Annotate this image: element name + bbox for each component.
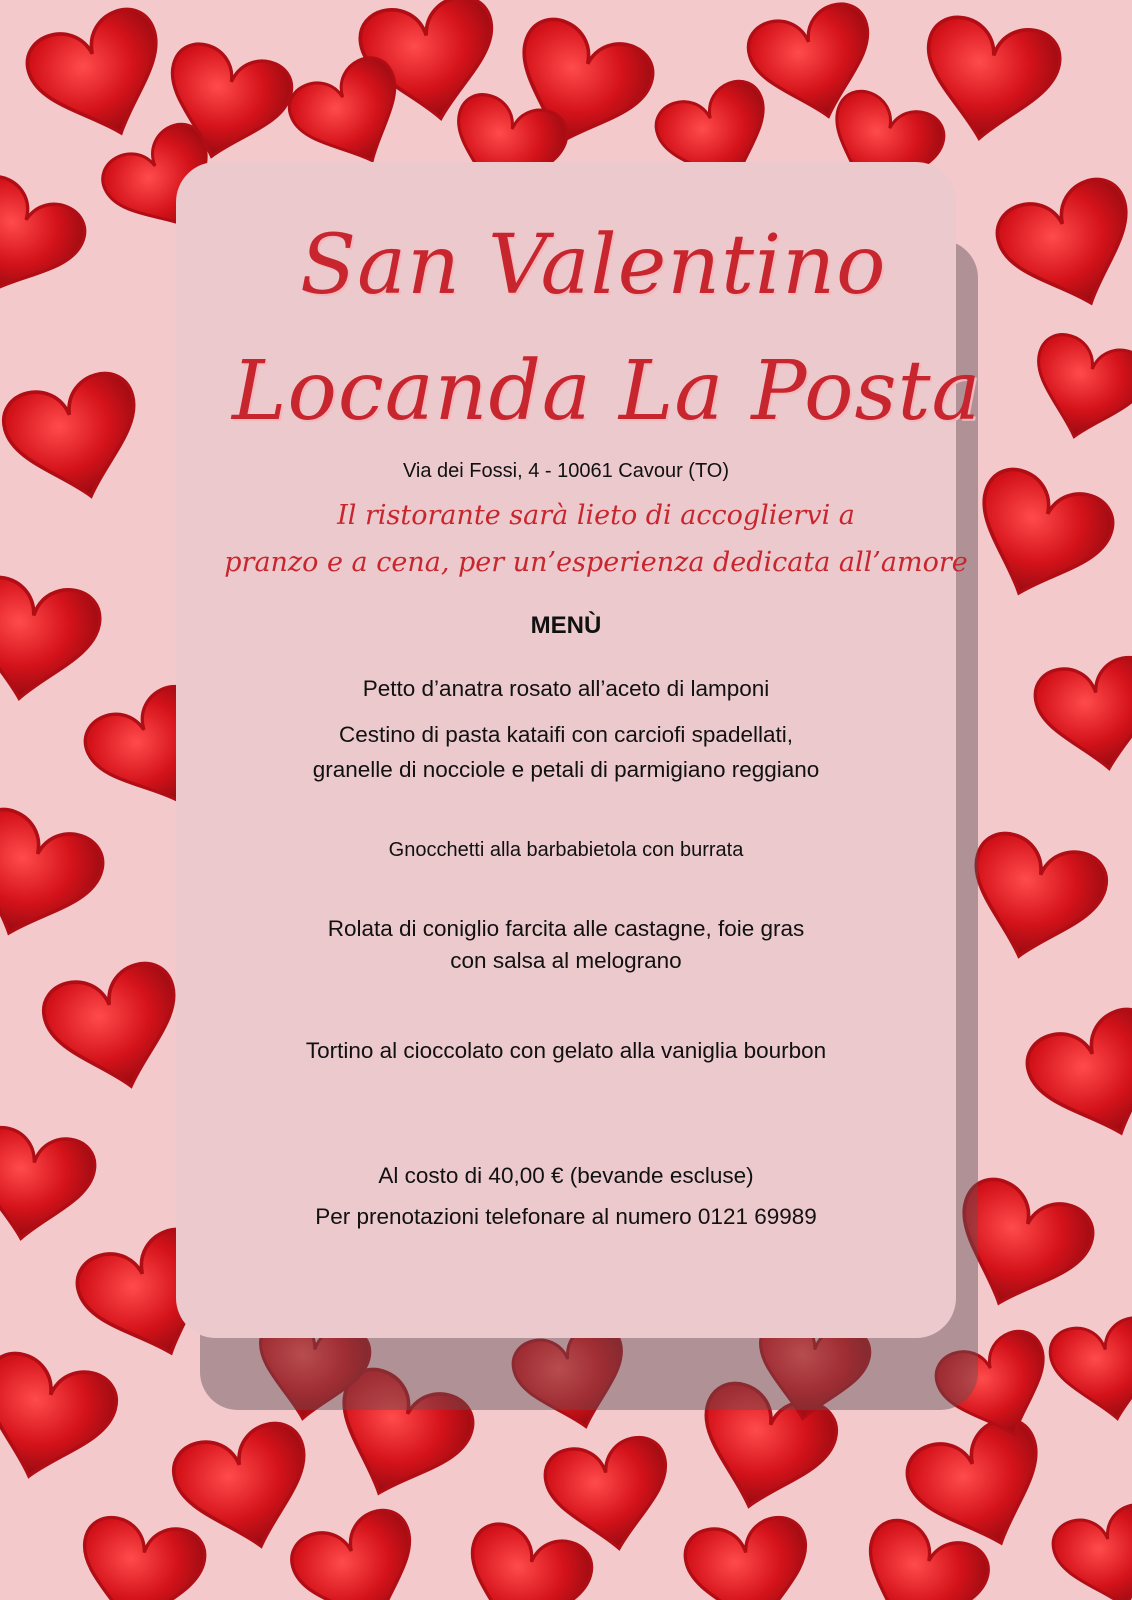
menu-item-rolata-line2: con salsa al melograno <box>450 948 682 973</box>
invite-line-1: Il ristorante sarà lieto di accogliervi a <box>337 500 855 531</box>
price-info: Al costo di 40,00 € (bevande escluse) <box>378 1163 754 1188</box>
heart-decoration <box>989 171 1132 325</box>
invite-line-2: pranzo e a cena, per un’esperienza dedicata all’amore <box>224 547 968 578</box>
heart-decoration <box>0 1347 123 1493</box>
menu-item-gnocchetti: Gnocchetti alla barbabietola con burrata <box>388 839 744 861</box>
menu-item-cestino-line1: Cestino di pasta kataifi con carciofi spadellati, <box>339 722 793 747</box>
menu-heading: MENÙ <box>530 612 602 639</box>
title-restaurant-name: Locanda La Posta <box>232 344 982 439</box>
heart-decoration <box>1046 1314 1132 1428</box>
menu-item-rolata-line1: Rolata di coniglio farcita alle castagne, foie gras <box>327 916 805 941</box>
menu-item-antipasto: Petto d’anatra rosato all’aceto di lamponi <box>362 676 770 701</box>
title-san-valentino: San Valentino <box>300 218 887 313</box>
heart-decoration <box>1021 329 1132 451</box>
heart-decoration <box>453 1518 597 1600</box>
heart-decoration <box>0 168 93 315</box>
menu-item-tortino: Tortino al cioccolato con gelato alla vaniglia bourbon <box>305 1038 827 1063</box>
heart-decoration <box>957 461 1121 615</box>
menu-item-cestino-line2: granelle di nocciole e petali di parmigiano reggiano <box>312 757 820 782</box>
address: Via dei Fossi, 4 - 10061 Cavour (TO) <box>402 460 730 482</box>
booking-info: Per prenotazioni telefonare al numero 0121 69989 <box>315 1204 817 1229</box>
heart-decoration <box>0 367 155 513</box>
heart-decoration <box>284 1503 434 1600</box>
heart-decoration <box>1048 1499 1132 1600</box>
heart-decoration <box>37 957 194 1103</box>
heart-decoration <box>681 1513 819 1600</box>
heart-decoration <box>1019 1001 1132 1155</box>
heart-decoration <box>19 1 183 155</box>
heart-decoration <box>71 1513 209 1600</box>
